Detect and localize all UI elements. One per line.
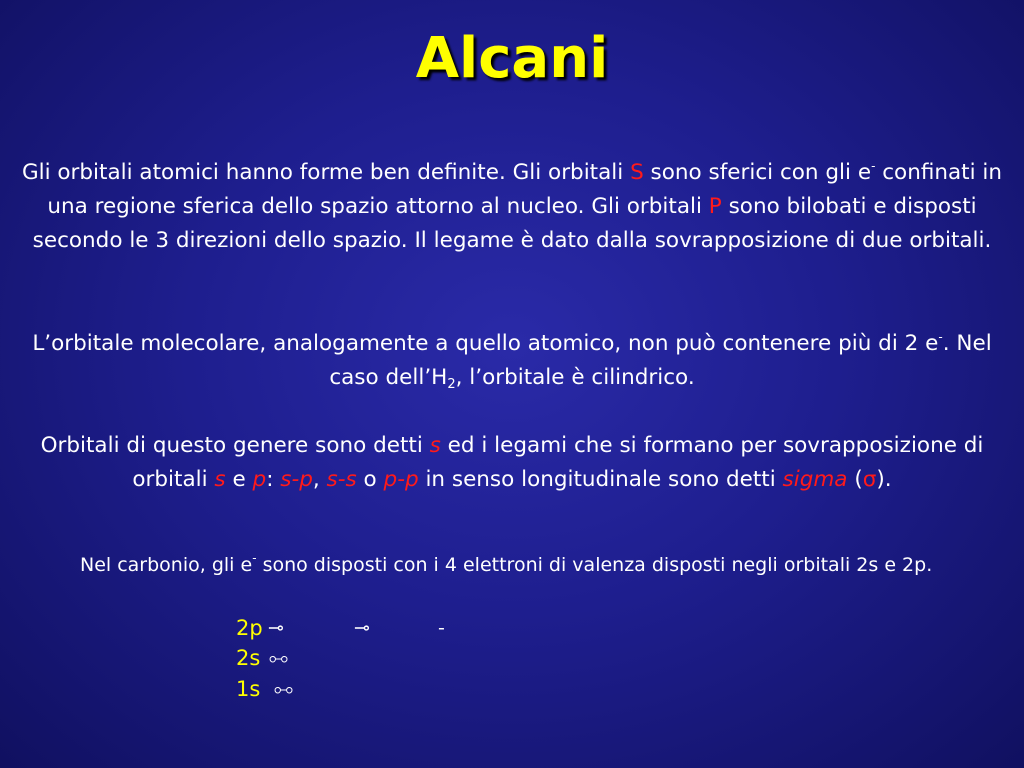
orbital-label-2s: 2s (236, 646, 261, 670)
text-segment: ed i legami che si formano per sovrapposizione di orbitali (132, 433, 984, 492)
orbital-p-highlight: P (708, 194, 722, 219)
text-segment: Orbitali di questo genere sono detti (40, 433, 430, 458)
text-segment: sono disposti con i 4 elettroni di valenza disposti negli orbitali 2s e 2p. (256, 554, 933, 576)
electron-pair-icon: ⧟ (274, 678, 294, 700)
text-segment: sono bilobati e disposti secondo le 3 direzioni dello spazio. Il legame è dato dalla sovrapposizione di due orbitali. (32, 194, 992, 253)
text-segment: , l’orbitale è cilindrico. (455, 365, 695, 390)
subscript-2: 2 (447, 377, 456, 392)
orbital-label-2p: 2p (236, 616, 263, 640)
orbital-row-1s (236, 675, 294, 704)
electron-charge-sup: - (871, 159, 876, 173)
text-segment: : (266, 467, 281, 492)
highlight-sigma: sigma (782, 467, 848, 492)
text-segment: Nel carbonio, gli e (80, 554, 253, 576)
paragraph-molecular-orbital (20, 327, 1004, 395)
orbital-row-2p (236, 614, 445, 643)
text-segment: ). (876, 467, 892, 492)
sigma-symbol: σ (862, 467, 877, 492)
text-segment: sono sferici con gli e (643, 160, 872, 185)
orbital-s-highlight: S (630, 160, 644, 185)
highlight-s-p: s-p (280, 467, 313, 492)
highlight-s: s (429, 433, 441, 458)
text-segment: L’orbitale molecolare, analogamente a quello atomico, non può contenere più di 2 e (32, 331, 939, 356)
highlight-p: p (252, 467, 267, 492)
highlight-s: s (214, 467, 226, 492)
text-segment: e (225, 467, 253, 492)
highlight-s-s: s-s (326, 467, 357, 492)
single-electron-icon: ⊸ (268, 617, 284, 639)
slide-title: Alcani (415, 26, 609, 91)
orbital-label-1s: 1s (236, 677, 261, 701)
electron-pair-icon: ⧟ (269, 647, 289, 669)
paragraph-carbon-electrons (30, 551, 990, 580)
single-electron-icon: ⊸ (354, 617, 370, 639)
text-segment: , (312, 467, 327, 492)
text-segment: in senso longitudinale sono detti (418, 467, 783, 492)
electron-charge-sup: - (252, 551, 257, 565)
paragraph-sigma-bonds (20, 429, 1004, 497)
electron-charge-sup: - (938, 330, 943, 344)
text-segment: ( (847, 467, 863, 492)
text-segment: confinati in una regione sferica dello spazio attorno al nucleo. Gli orbitali (47, 160, 1003, 219)
text-segment: Gli orbitali atomici hanno forme ben definite. Gli orbitali (21, 160, 631, 185)
paragraph-orbitals (20, 156, 1004, 258)
empty-orbital-icon: - (438, 617, 445, 639)
text-segment: . Nel caso dell’H (329, 331, 992, 390)
text-segment: o (356, 467, 384, 492)
highlight-p-p: p-p (383, 467, 419, 492)
orbital-row-2s (236, 644, 289, 673)
